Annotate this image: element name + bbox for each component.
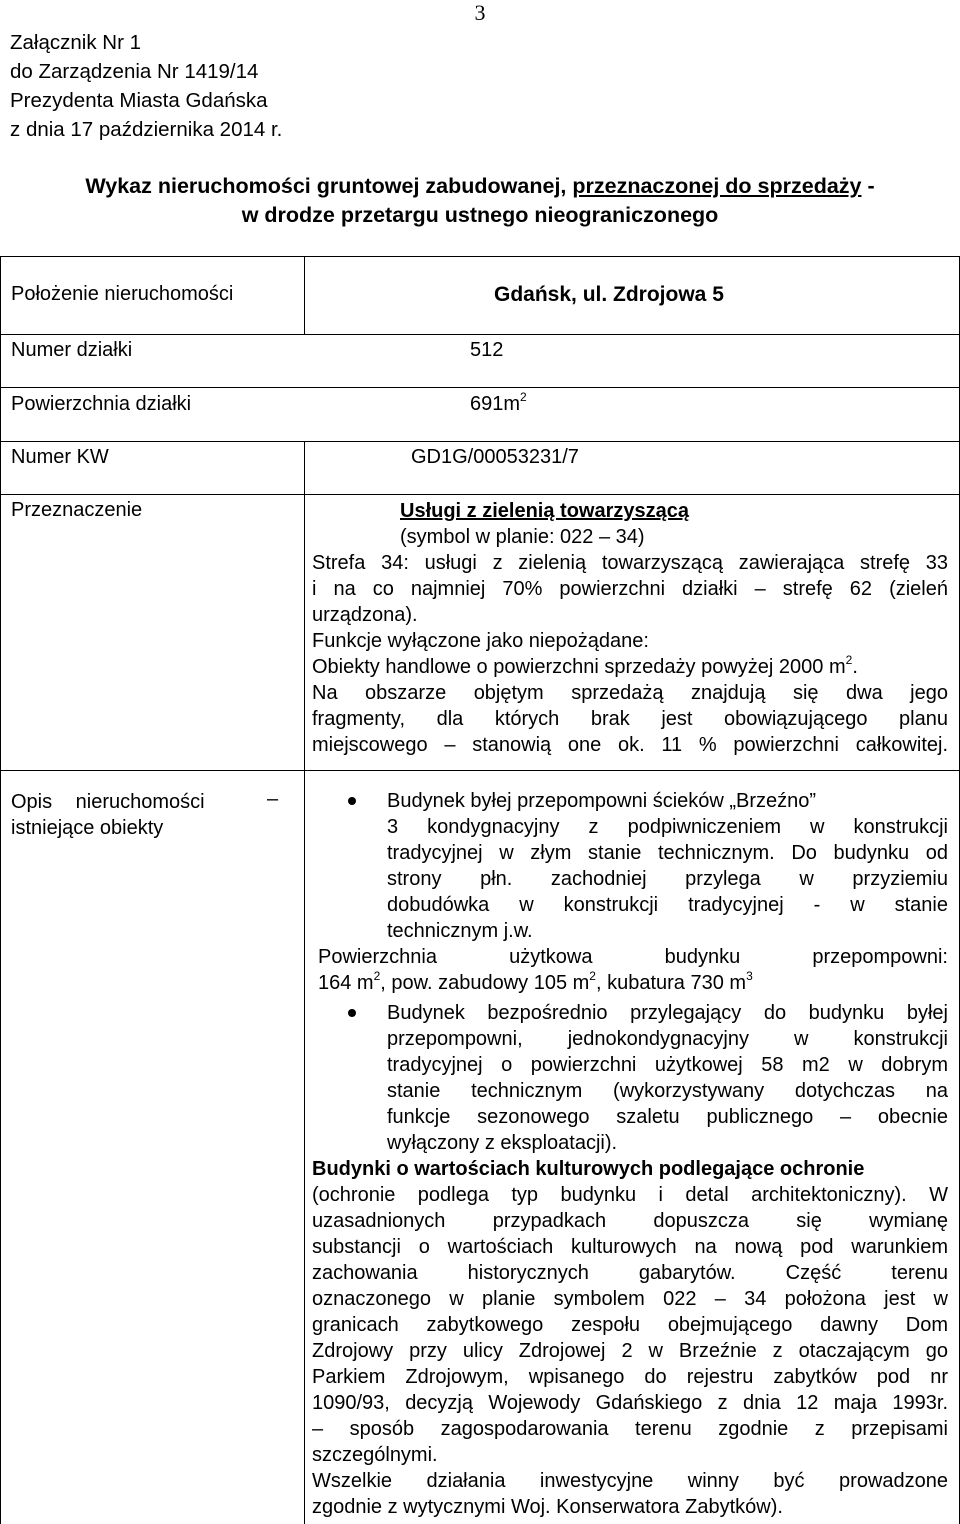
building-line: funkcje sezonowego szaletu publicznego – obecnie bbox=[387, 1106, 948, 1128]
protection-line: uzasadnionych przypadkach dopuszcza się wymianę bbox=[312, 1210, 948, 1232]
area-sup: 2 bbox=[589, 969, 596, 983]
description-dash: – bbox=[267, 788, 279, 810]
title-underlined: przeznaczonej do sprzedaży bbox=[572, 174, 862, 198]
land-register-value: GD1G/00053231/7 bbox=[411, 446, 579, 468]
purpose-symbol: (symbol w planie: 022 – 34) bbox=[400, 526, 645, 548]
building-line: tradycyjnej w złym stanie technicznym. Do budynku od bbox=[387, 842, 948, 864]
building-line: Budynek byłej przepompowni ścieków „Brzeźno” bbox=[387, 790, 817, 812]
purpose-line bbox=[312, 654, 948, 680]
area-sup: 3 bbox=[746, 969, 753, 983]
protection-line: Zdrojowy przy ulicy Zdrojowej 2 w Brzeźnie z otaczającym go bbox=[312, 1340, 948, 1362]
building-line: przepompowni, jednokondygnacyjny w konstrukcji bbox=[387, 1028, 948, 1050]
plot-area-text: 691m bbox=[470, 393, 521, 415]
building-line: Budynek bezpośrednio przylegający do budynku byłej bbox=[387, 1002, 948, 1024]
building-line: 3 kondygnacyjny z podpiwniczeniem w konstrukcji bbox=[387, 816, 948, 838]
plot-area-label: Powierzchnia działki bbox=[11, 393, 192, 415]
protection-line: substancji o wartościach kulturowych na nową pod warunkiem bbox=[312, 1236, 948, 1258]
purpose-label: Przeznaczenie bbox=[11, 499, 143, 521]
building-line: technicznym j.w. bbox=[387, 920, 533, 942]
annex-line: z dnia 17 października 2014 r. bbox=[10, 118, 283, 141]
building-line: tradycyjnej o powierzchni użytkowej 58 m2 w dobrym bbox=[387, 1054, 948, 1076]
area-line bbox=[318, 970, 948, 996]
purpose-line: miejscowego – stanowią one ok. 11 % powierzchni całkowitej. bbox=[312, 734, 948, 756]
description-label-1: Opis nieruchomości bbox=[11, 791, 205, 813]
area-text: 164 m bbox=[318, 972, 374, 994]
building-line: stanie technicznym (wykorzystywany dotychczas na bbox=[387, 1080, 948, 1102]
purpose-text: Obiekty handlowe o powierzchni sprzedaży powyżej 2000 m bbox=[312, 656, 846, 678]
protection-heading: Budynki o wartościach kulturowych podlegające ochronie bbox=[312, 1158, 865, 1180]
purpose-line: Na obszarze objętym sprzedażą znajdują się dwa jego bbox=[312, 682, 948, 704]
description-label-2: istniejące obiekty bbox=[11, 817, 164, 839]
protection-line: Wszelkie działania inwestycyjne winny być prowadzone bbox=[312, 1470, 948, 1492]
building-line: dobudówka w konstrukcji tradycyjnej - w stanie bbox=[387, 894, 948, 916]
purpose-heading: Usługi z zielenią towarzyszącą bbox=[400, 500, 689, 522]
plot-area-value bbox=[470, 390, 527, 416]
protection-line: (ochronie podlega typ budynku i detal architektoniczny). W bbox=[312, 1184, 948, 1206]
annex-line: Prezydenta Miasta Gdańska bbox=[10, 89, 268, 112]
area-sup: 2 bbox=[373, 969, 381, 983]
building-line: wyłączony z eksploatacji). bbox=[387, 1132, 618, 1154]
protection-line: zachowania historycznych gabarytów. Część terenu bbox=[312, 1262, 948, 1284]
protection-line: – sposób zagospodarowania terenu zgodnie z przepisami bbox=[312, 1418, 948, 1440]
purpose-line: urządzona). bbox=[312, 604, 418, 626]
purpose-line: Funkcje wyłączone jako niepożądane: bbox=[312, 630, 649, 652]
plot-number-label: Numer działki bbox=[11, 339, 133, 361]
location-value: Gdańsk, ul. Zdrojowa 5 bbox=[494, 283, 724, 306]
purpose-line: Strefa 34: usługi z zielenią towarzyszącą zawierająca strefę 33 bbox=[312, 552, 948, 574]
purpose-sup: 2 bbox=[845, 653, 853, 667]
protection-line: 1090/93, decyzją Wojewody Gdańskiego z dnia 12 maja 1993r. bbox=[312, 1392, 948, 1414]
location-label: Położenie nieruchomości bbox=[11, 283, 234, 305]
building-line: strony płn. zachodniej przylega w przyziemiu bbox=[387, 868, 948, 890]
title-line-2: w drodze przetargu ustnego nieograniczonego bbox=[241, 203, 719, 227]
protection-line: szczególnymi. bbox=[312, 1444, 438, 1466]
bullet-icon bbox=[348, 1009, 356, 1017]
description-label bbox=[11, 788, 279, 841]
purpose-text: . bbox=[852, 656, 858, 678]
purpose-line: fragmenty, dla których brak jest obowiązującego planu bbox=[312, 708, 948, 730]
plot-area-sup: 2 bbox=[520, 390, 527, 404]
title-part: - bbox=[861, 174, 875, 198]
area-text: , pow. zabudowy 105 m bbox=[380, 972, 590, 994]
plot-number-value: 512 bbox=[470, 339, 504, 361]
title-part: Wykaz nieruchomości gruntowej zabudowanej, bbox=[85, 174, 573, 198]
annex-header bbox=[10, 28, 282, 144]
document-title bbox=[0, 172, 960, 230]
protection-line: oznaczonego w planie symbolem 022 – 34 położona jest w bbox=[312, 1288, 948, 1310]
land-register-label: Numer KW bbox=[11, 446, 109, 468]
bullet-icon bbox=[348, 797, 356, 805]
area-line: Powierzchnia użytkowa budynku przepompowni: bbox=[318, 946, 948, 968]
area-text: , kubatura 730 m bbox=[595, 972, 747, 994]
protection-line: granicach zabytkowego zespołu obejmującego dawny Dom bbox=[312, 1314, 948, 1336]
page-number: 3 bbox=[474, 0, 486, 25]
protection-line: zgodnie z wytycznymi Woj. Konserwatora Zabytków). bbox=[312, 1496, 783, 1518]
purpose-line: i na co najmniej 70% powierzchni działki – strefę 62 (zieleń bbox=[312, 578, 948, 600]
annex-line: Załącznik Nr 1 bbox=[10, 31, 142, 54]
protection-line: Parkiem Zdrojowym, wpisanego do rejestru zabytków pod nr bbox=[312, 1366, 948, 1388]
annex-line: do Zarządzenia Nr 1419/14 bbox=[10, 60, 259, 83]
